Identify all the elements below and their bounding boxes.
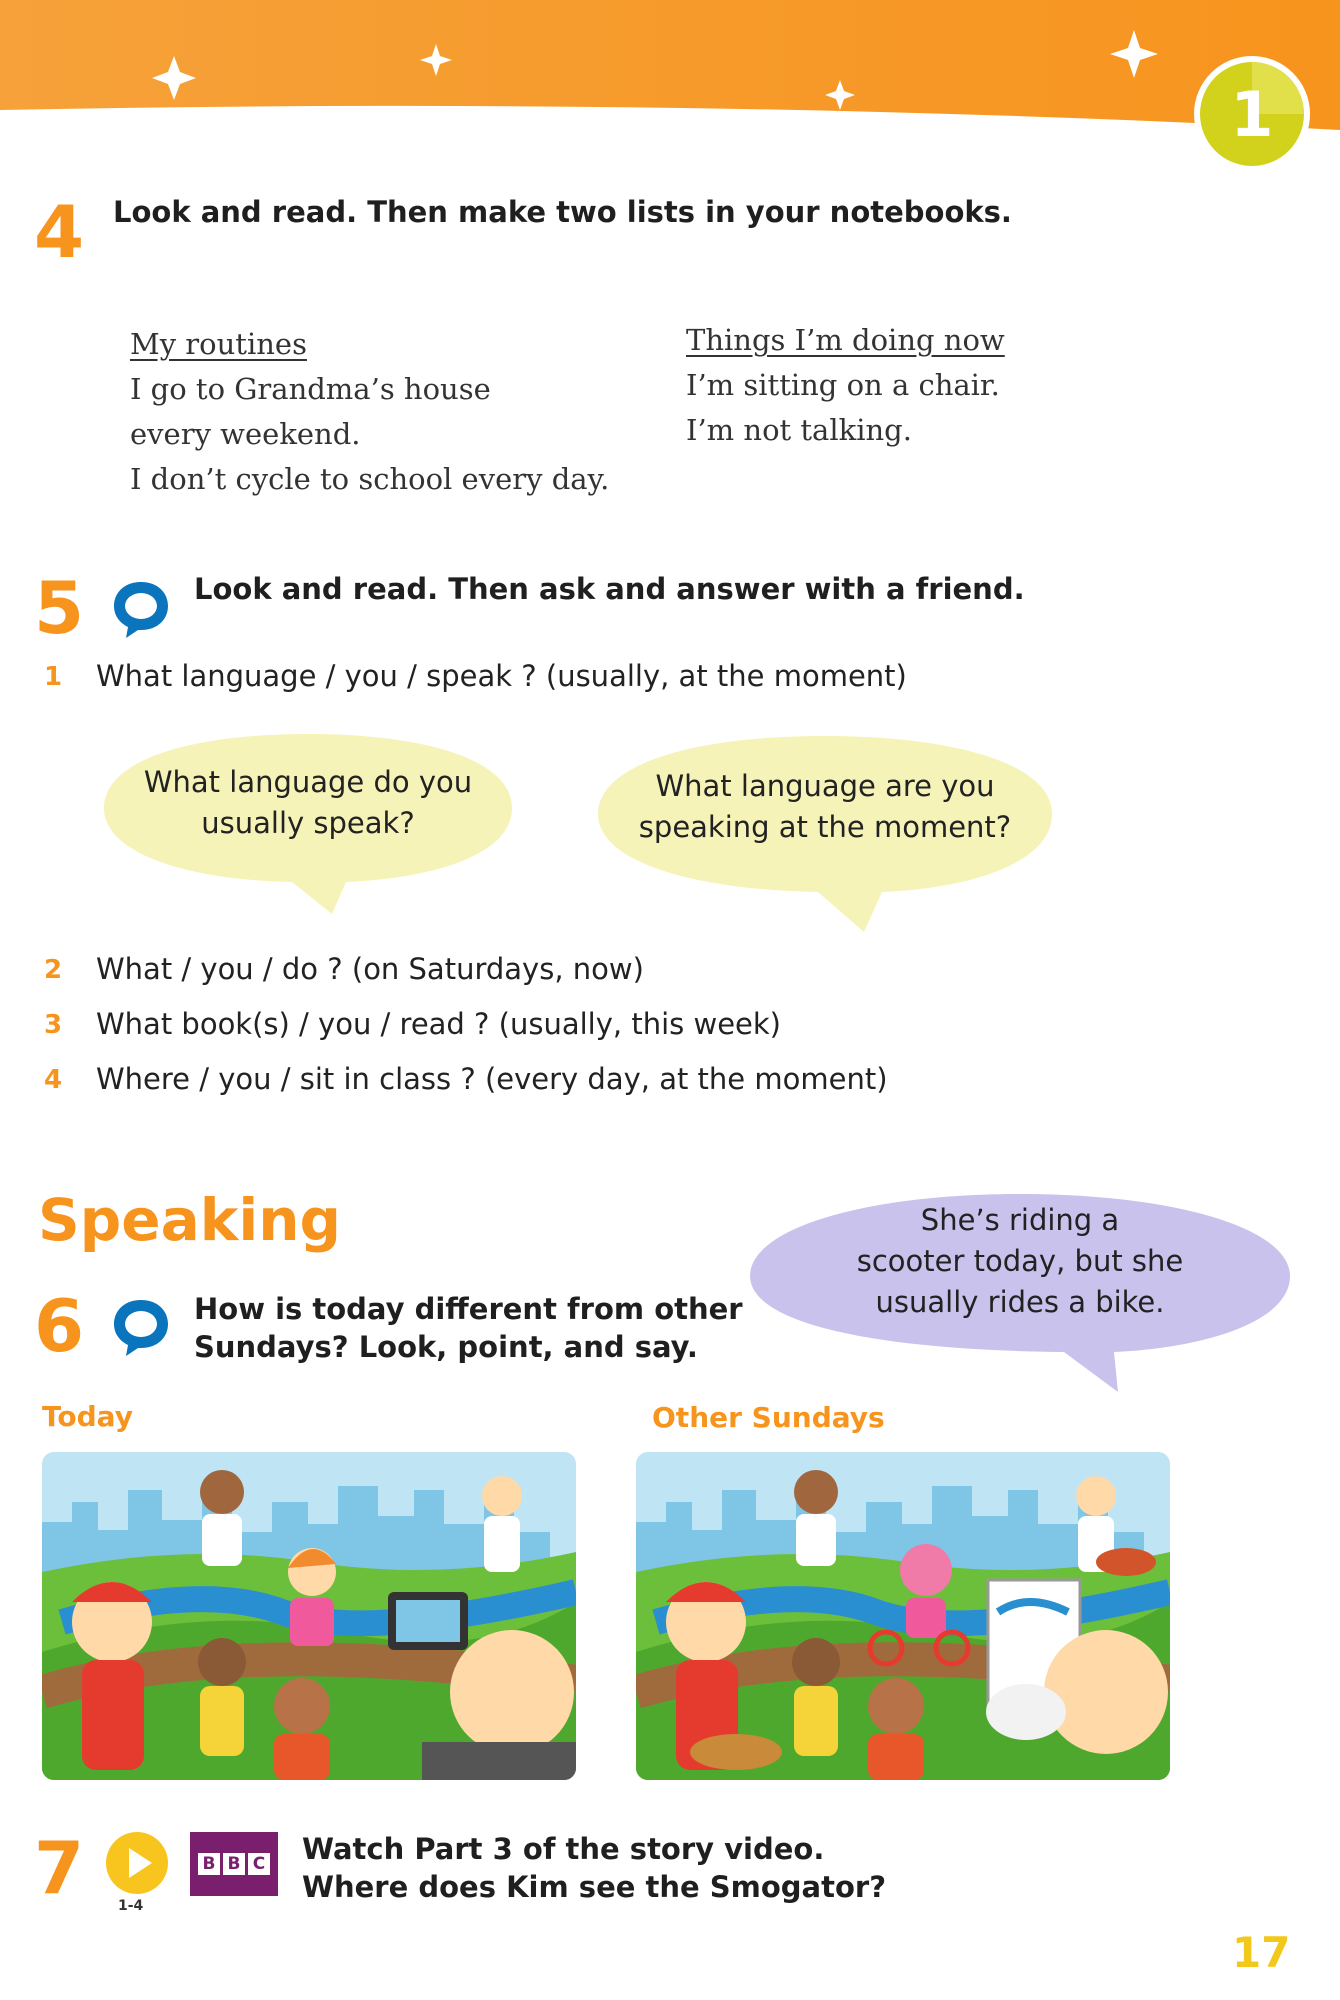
exercise-6-instruction [194,1290,743,1366]
unit-badge [1190,52,1314,176]
unit-number: 1 [1230,77,1274,151]
bubble-line: usually speak? [201,806,415,840]
illustration-today [42,1452,576,1780]
top-banner [0,0,1340,130]
illustration-other-sundays [636,1452,1170,1780]
instruction-line: Where does Kim see the Smogator? [302,1870,887,1904]
exercise-4-number: 4 [34,190,85,274]
bubble-line: She’s riding a [920,1203,1120,1237]
page-number: 17 [1232,1928,1291,1977]
instruction-line: Sundays? Look, point, and say. [194,1330,698,1364]
instruction-line: How is today different from other [194,1292,743,1326]
label-other-sundays: Other Sundays [652,1401,885,1434]
bubble-line: speaking at the moment? [638,810,1012,844]
list-line: I go to Grandma’s house [130,372,491,406]
bbc-letter: C [248,1853,270,1875]
chat-bubble-icon [108,1294,174,1360]
list-heading: Things I’m doing now [686,323,1005,357]
bbc-letter: B [198,1853,220,1875]
exercise-5-number: 5 [34,566,85,650]
question-number: 1 [44,662,63,692]
bubble-line: What language are you [655,769,995,803]
list-line: I’m sitting on a chair. [686,368,1000,402]
list-heading: My routines [130,327,307,361]
label-today: Today [42,1400,133,1433]
speech-bubble-left-text [106,762,510,844]
instruction-line: Watch Part 3 of the story video. [302,1832,825,1866]
list-line: every weekend. [130,417,361,451]
question-number: 3 [44,1010,63,1040]
exercise-4-instruction: Look and read. Then make two lists in your notebooks. [113,195,1012,229]
bbc-logo [190,1832,278,1896]
exercise-5-instruction: Look and read. Then ask and answer with a friend. [194,572,1025,606]
question-text: What book(s) / you / read ? (usually, this week) [96,1007,781,1041]
question-number: 4 [44,1065,63,1095]
exercise-6-number: 6 [34,1284,85,1368]
list-line: I don’t cycle to school every day. [130,462,610,496]
list-things-doing-now [686,318,1005,453]
bbc-letter: B [223,1853,245,1875]
question-text: What / you / do ? (on Saturdays, now) [96,952,644,986]
bubble-line: usually rides a bike. [875,1285,1165,1319]
question-text: Where / you / sit in class ? (every day, at the moment) [96,1062,888,1096]
question-number: 2 [44,955,63,985]
track-number: 1-4 [118,1898,144,1914]
speech-bubble-right-text [600,766,1050,848]
exercise-7-number: 7 [34,1826,85,1910]
exercise-7-instruction [302,1830,886,1906]
chat-bubble-icon [108,576,174,642]
bubble-line: What language do you [143,765,473,799]
list-line: I’m not talking. [686,413,912,447]
play-icon[interactable] [104,1830,170,1896]
bubble-line: scooter today, but she [856,1244,1184,1278]
section-title-speaking: Speaking [38,1186,342,1254]
list-my-routines [130,322,609,502]
question-text: What language / you / speak ? (usually, at the moment) [96,659,907,693]
speech-bubble-purple-text [760,1200,1280,1323]
